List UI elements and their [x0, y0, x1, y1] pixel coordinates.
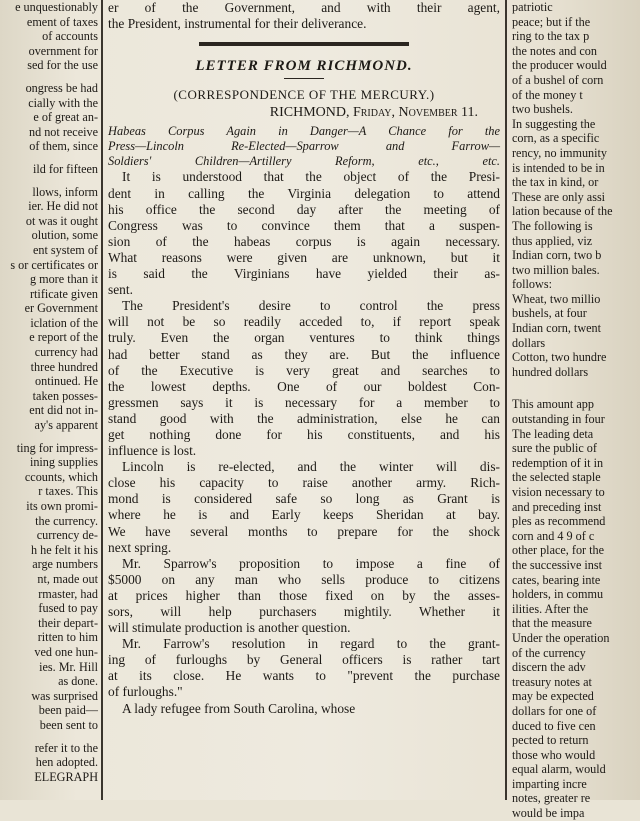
right-column-line: hundred dollars — [512, 364, 589, 379]
column-rule-left — [101, 0, 103, 800]
left-column-line: ay's apparent — [34, 418, 98, 433]
paragraph-line: get nothing done for his constituents, and his — [108, 426, 500, 442]
right-column-line: of the money t — [512, 87, 583, 102]
paragraph-line: The President's desire to control the press — [122, 298, 500, 314]
right-column-line: the tax in kind, or — [512, 175, 599, 190]
left-column-line: currency de- — [36, 528, 98, 543]
left-column-line: as done. — [58, 674, 98, 689]
right-column-line: other place, for the — [512, 543, 605, 558]
left-column-line: taken posses- — [32, 388, 98, 403]
article-paragraph — [108, 169, 500, 298]
paragraph-line: What reasons were given are unknown, but it — [108, 249, 500, 265]
left-column-line: ritten to him — [37, 630, 98, 645]
paragraph-line: of the Executive is very great and searches to — [108, 362, 500, 378]
left-column-line: their depart- — [38, 615, 98, 630]
right-column-line: In suggesting the — [512, 116, 596, 131]
right-column-line: Cotton, two hundre — [512, 350, 607, 365]
right-column-line: duced to five cen — [512, 718, 596, 733]
paragraph-line: of furloughs." — [108, 684, 183, 700]
paragraph-line: It is understood that the object of the Presi- — [122, 169, 500, 185]
left-column-line: the currency. — [35, 513, 98, 528]
paragraph-line: at its close. He wants to "prevent the purchase — [108, 668, 500, 684]
paragraph-line: ing of furloughs by General officers is rather tart — [108, 652, 500, 668]
right-column-line: of a bushel of corn — [512, 72, 604, 87]
right-column-line: dollars for one of — [512, 703, 597, 718]
left-column-line: llows, inform — [32, 184, 98, 199]
right-column-line: the producer would — [512, 58, 607, 73]
right-column-line: patriotic — [512, 0, 553, 14]
left-column-line: of them, since — [29, 139, 98, 154]
right-column-line: rency, no immunity — [512, 145, 607, 160]
left-column-line: ild for fifteen — [33, 161, 98, 176]
article-body — [108, 169, 500, 716]
summary-line: Press—Lincoln Re-Elected—Sparrow and Farrow— — [108, 139, 500, 154]
left-column-line: ining supplies — [29, 455, 98, 470]
left-column-line: er Government — [24, 301, 98, 316]
right-column-line: that the measure — [512, 616, 592, 631]
left-column-line: g more than it — [29, 272, 98, 287]
left-column-line: cially with the — [28, 95, 98, 110]
left-column-line: nd not receive — [28, 124, 98, 139]
right-column-line: Indian corn, twent — [512, 321, 602, 336]
intro-line: the President, instrumental for their deliverance. — [108, 16, 367, 32]
paragraph-line: at prices higher than those fixed on by the asses- — [108, 587, 500, 603]
left-column-line: ot was it ought — [25, 213, 98, 228]
left-column-line: r taxes. This — [38, 484, 98, 499]
paragraph-line: where he is and Early keeps Sheridan at bay. — [108, 507, 500, 523]
paragraph-line: had better stand as they are. But the influence — [108, 346, 500, 362]
left-column-line: three hundred — [30, 359, 98, 374]
left-column-line: ent did not in- — [29, 403, 98, 418]
right-column-line: This amount app — [512, 397, 594, 412]
left-column-line: ELEGRAPH — [34, 769, 98, 784]
paragraph-line: Lincoln is re-elected, and the winter will dis- — [122, 459, 500, 475]
left-column-line: e unquestionably — [15, 0, 98, 14]
paragraph-line: will stimulate production is another question. — [108, 620, 351, 636]
left-column-line: rmaster, had — [38, 586, 98, 601]
left-column-line: nt, made out — [37, 571, 98, 586]
intro-text — [108, 0, 500, 32]
right-column-line: imparting incre — [512, 776, 587, 791]
right-column-line: would be impa — [512, 806, 585, 821]
left-column-line: s or certificates or — [10, 257, 98, 272]
right-column-line: the notes and con — [512, 43, 597, 58]
right-column-line: two bushels. — [512, 102, 573, 117]
left-column-line: ent system of — [33, 242, 98, 257]
summary-line: Habeas Corpus Again in Danger—A Chance for the — [108, 124, 500, 139]
article-heading: LETTER FROM RICHMOND. — [195, 58, 413, 75]
left-column-line: currency had — [34, 345, 98, 360]
left-column-line: hen adopted. — [35, 755, 98, 770]
right-column-line: thus applied, viz — [512, 233, 593, 248]
left-column-line: been sent to — [39, 717, 98, 732]
right-column-line: corn and 4 9 of c — [512, 528, 595, 543]
summary-line: Soldiers' Children—Artillery Reform, etc., etc. — [108, 154, 500, 169]
right-column-line: ring to the tax p — [512, 29, 590, 44]
right-column-line: The following is — [512, 218, 593, 233]
left-column-gap — [0, 733, 98, 741]
paragraph-line: A lady refugee from South Carolina, whose — [122, 700, 356, 716]
paragraph-line: close his capacity to raise another army. Rich- — [108, 475, 500, 491]
left-column-line: was surprised — [31, 688, 98, 703]
paragraph-line: stand good with the administration, else he can — [108, 410, 500, 426]
article-paragraph — [108, 459, 500, 556]
right-column-line: ilities. After the — [512, 601, 589, 616]
right-column-line: outstanding in four — [512, 412, 605, 427]
section-rule — [199, 42, 409, 46]
right-column-line: The leading deta — [512, 426, 594, 441]
right-column-line: discern the adv — [512, 660, 586, 675]
correspondence-line: (CORRESPONDENCE OF THE MERCURY.) — [173, 87, 435, 103]
left-column-line: refer it to the — [34, 740, 98, 755]
left-column-line: arge numbers — [32, 557, 98, 572]
left-column-line: ement of taxes — [26, 14, 98, 29]
intro-line: er of the Government, and with their agent, — [108, 0, 500, 15]
right-column-line: peace; but if the — [512, 14, 591, 29]
heading-rule — [284, 78, 324, 79]
paragraph-line: Congress was to convince them that a suspen- — [108, 217, 500, 233]
right-column-line: the selected staple — [512, 470, 601, 485]
left-column-line: h he felt it his — [30, 542, 98, 557]
left-column-line: ongress be had — [25, 80, 98, 95]
paragraph-line: influence is lost. — [108, 443, 197, 459]
right-column-line: is intended to be in — [512, 160, 605, 175]
right-column-line: holders, in commu — [512, 587, 604, 602]
left-column-line: iclation of the — [30, 315, 98, 330]
paragraph-line: Mr. Farrow's resolution in regard to the grant- — [122, 636, 500, 652]
paragraph-line: next spring. — [108, 539, 172, 555]
paragraph-line: We have several months to prepare for the shock — [108, 523, 500, 539]
article-summary — [108, 124, 500, 169]
right-column-line: ples as recommend — [512, 514, 606, 529]
left-column-line: its own promi- — [26, 499, 98, 513]
right-column-line: Wheat, two millio — [512, 291, 601, 306]
right-column-line: and preceding inst — [512, 499, 602, 514]
right-column-line: the successive inst — [512, 557, 603, 572]
paragraph-line: mond is considered safe so long as Grant is — [108, 491, 500, 507]
right-column-line: cates, bearing inte — [512, 572, 601, 587]
left-column-gap — [0, 73, 98, 81]
left-column-line: e report of the — [29, 330, 98, 345]
article-paragraph — [108, 636, 500, 700]
left-column-line: ies. Mr. Hill — [39, 659, 98, 674]
left-column-line: ccounts, which — [24, 469, 98, 484]
paragraph-line: Mr. Sparrow's proposition to impose a fine of — [122, 555, 500, 571]
right-column-line: may be expected — [512, 689, 594, 704]
right-column-line: equal alarm, would — [512, 762, 606, 777]
right-column-line: lation because of the — [512, 204, 613, 219]
paragraph-line: truly. Even the organ ventures to think things — [108, 330, 500, 346]
right-column-line: vision necessary to — [512, 485, 605, 499]
right-column — [512, 0, 640, 821]
article-paragraph — [108, 298, 500, 459]
left-column-line: e of great an- — [33, 110, 98, 125]
right-column-line: notes, greater re — [512, 791, 591, 806]
right-column-line: two million bales. — [512, 262, 600, 277]
right-column-line: corn, as a specific — [512, 131, 600, 146]
dateline: RICHMOND, Friday, November 11. — [269, 105, 478, 121]
paragraph-line: gressmen says it is necessary for a member to — [108, 394, 500, 410]
right-column-line: those who would — [512, 747, 596, 762]
paragraph-line: sent. — [108, 282, 133, 298]
right-column-line: of the currency — [512, 645, 586, 660]
right-column-gap — [512, 379, 640, 397]
paragraph-line: is said the Virginians have yielded their as- — [108, 266, 500, 282]
left-column-line: rtificate given — [29, 286, 98, 301]
left-column-line: of accounts — [42, 29, 98, 44]
left-column-gap — [0, 177, 98, 185]
paragraph-line: sion of the habeas corpus is again necessary. — [108, 233, 500, 249]
left-column-line: sed for the use — [27, 58, 98, 73]
right-column-line: Under the operation — [512, 630, 610, 645]
right-column-line: dollars — [512, 335, 546, 350]
left-column-line: ting for impress- — [16, 440, 98, 455]
right-column-line: bushels, at four — [512, 306, 587, 321]
paragraph-line: will not be so readily acceded to, if report speak — [108, 314, 500, 330]
right-column-line: follows: — [512, 277, 552, 292]
left-column-line: fused to pay — [38, 601, 98, 616]
paragraph-line: the lowest depths. One of our boldest Con- — [108, 378, 500, 394]
left-column-line: ontinued. He — [35, 374, 98, 389]
left-column-line: ved one hun- — [34, 644, 98, 659]
right-column-line: These are only assi — [512, 189, 606, 204]
left-column — [0, 0, 98, 800]
paragraph-line: dent in calling the Virginia delegation to attend — [108, 185, 500, 201]
left-column-gap — [0, 154, 98, 162]
left-column-line: overnment for — [28, 43, 98, 58]
left-column-line: been paid— — [38, 703, 98, 718]
article-paragraph — [108, 701, 500, 717]
left-column-line: olution, some — [31, 228, 98, 243]
column-rule-right — [505, 0, 507, 800]
right-column-line: pected to return — [512, 733, 589, 748]
center-column — [108, 0, 500, 800]
paragraph-line: his office the second day after the meeting of — [108, 201, 500, 217]
left-column-line: ier. He did not — [28, 199, 98, 214]
right-column-line: treasury notes at — [512, 674, 592, 689]
left-column-gap — [0, 433, 98, 441]
paragraph-line: $5000 on any man who sells produce to citizens — [108, 571, 500, 587]
right-column-line: sure the public of — [512, 441, 597, 456]
right-column-line: redemption of it in — [512, 455, 604, 470]
paragraph-line: sors, will help purchasers mightily. Whether it — [108, 604, 500, 619]
right-column-line: Indian corn, two b — [512, 248, 602, 263]
article-paragraph — [108, 556, 500, 636]
